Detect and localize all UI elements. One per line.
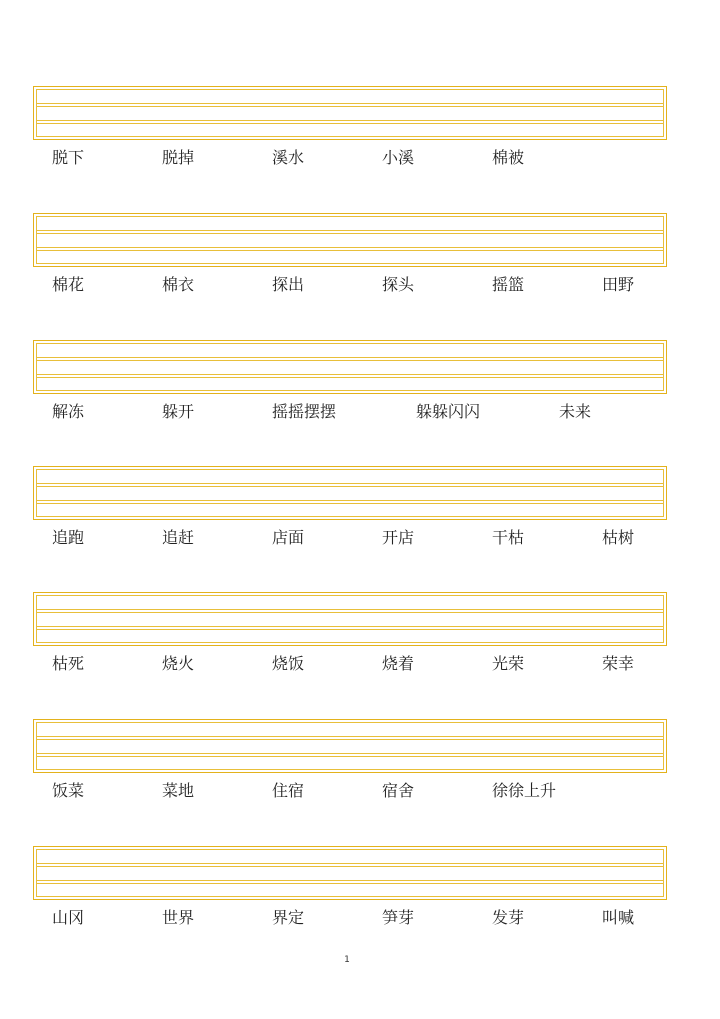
vocab-word: 枯死 (52, 654, 85, 673)
vocab-word: 脱下 (52, 148, 85, 167)
vocab-word: 光荣 (492, 654, 525, 673)
vocab-word: 未来 (559, 402, 592, 421)
word-list (0, 402, 720, 426)
word-list (0, 654, 720, 678)
vocab-word: 烧着 (382, 654, 415, 673)
vocab-word: 叫喊 (602, 908, 635, 927)
vocab-word: 菜地 (162, 781, 195, 800)
vocab-word: 徐徐上升 (492, 781, 557, 800)
word-list (0, 781, 720, 805)
vocab-word: 探出 (272, 275, 305, 294)
word-list (0, 528, 720, 552)
word-list (0, 908, 720, 932)
vocab-row-4 (0, 466, 720, 566)
writing-grid (33, 466, 667, 520)
word-list (0, 148, 720, 172)
vocab-word: 摇篮 (492, 275, 525, 294)
vocab-word: 追赶 (162, 528, 195, 547)
vocab-word: 解冻 (52, 402, 85, 421)
vocab-word: 住宿 (272, 781, 305, 800)
vocab-row-1 (0, 86, 720, 186)
vocab-word: 笋芽 (382, 908, 415, 927)
word-list (0, 275, 720, 299)
vocab-word: 摇摇摆摆 (272, 402, 337, 421)
vocab-word: 饭菜 (52, 781, 85, 800)
vocab-word: 躲躲闪闪 (416, 402, 481, 421)
vocab-word: 烧火 (162, 654, 195, 673)
vocab-word: 枯树 (602, 528, 635, 547)
vocab-word: 干枯 (492, 528, 525, 547)
vocab-row-6 (0, 719, 720, 819)
vocab-word: 界定 (272, 908, 305, 927)
writing-grid (33, 719, 667, 773)
vocab-word: 棉衣 (162, 275, 195, 294)
vocab-row-3 (0, 340, 720, 440)
writing-grid (33, 86, 667, 140)
writing-grid (33, 592, 667, 646)
vocab-word: 小溪 (382, 148, 415, 167)
writing-grid (33, 846, 667, 900)
vocab-word: 溪水 (272, 148, 305, 167)
vocab-row-2 (0, 213, 720, 313)
writing-grid (33, 213, 667, 267)
vocab-word: 脱掉 (162, 148, 195, 167)
vocab-word: 山冈 (52, 908, 85, 927)
vocab-word: 追跑 (52, 528, 85, 547)
writing-grid (33, 340, 667, 394)
vocab-word: 发芽 (492, 908, 525, 927)
vocab-word: 探头 (382, 275, 415, 294)
vocab-word: 躲开 (162, 402, 195, 421)
vocab-word: 世界 (162, 908, 195, 927)
vocab-word: 店面 (272, 528, 305, 547)
page-number: 1 (344, 955, 350, 965)
vocab-word: 田野 (602, 275, 635, 294)
vocab-word: 开店 (382, 528, 415, 547)
vocab-word: 烧饭 (272, 654, 305, 673)
vocab-row-5 (0, 592, 720, 692)
vocab-row-7 (0, 846, 720, 946)
vocab-word: 棉被 (492, 148, 525, 167)
vocab-word: 棉花 (52, 275, 85, 294)
vocab-word: 荣幸 (602, 654, 635, 673)
vocab-word: 宿舍 (382, 781, 415, 800)
